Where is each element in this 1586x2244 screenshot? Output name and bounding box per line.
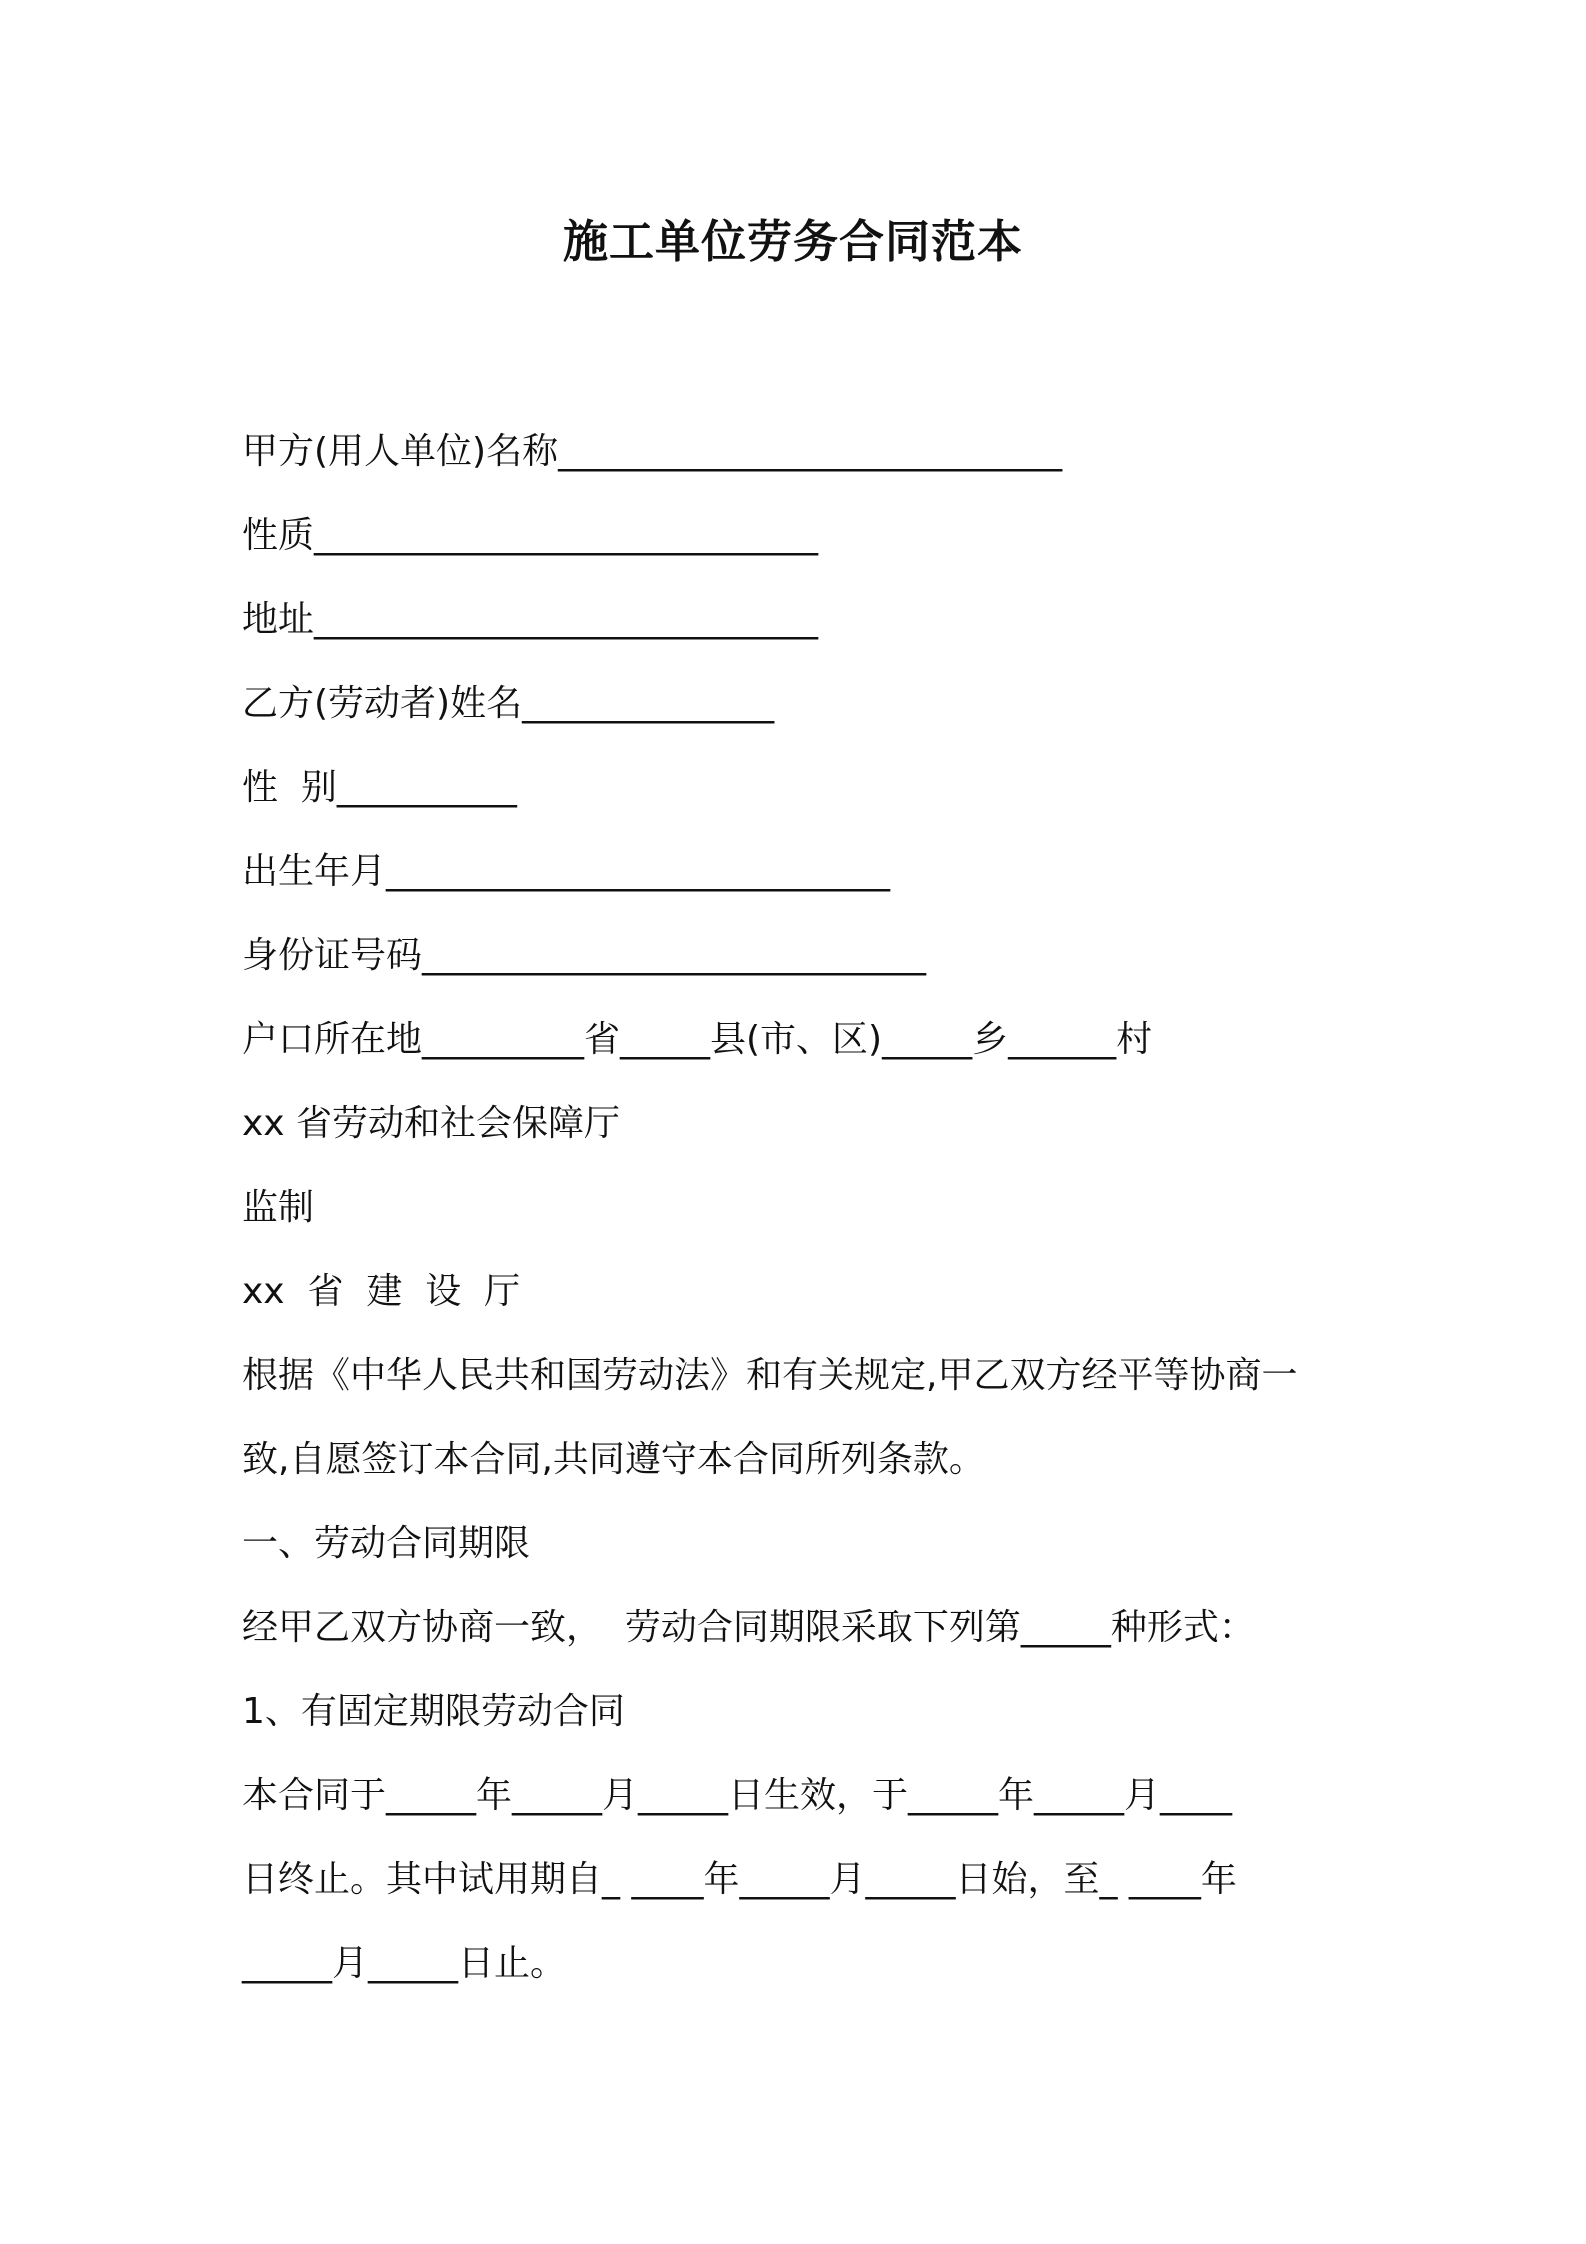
paragraph-line: 日终止。其中试用期自_ ____年_____月_____日始，至_ ____年 xyxy=(242,1859,1237,1900)
construction-department-line: xx 省 建 设 厅 xyxy=(242,1271,521,1312)
subsection-heading: 1、有固定期限劳动合同 xyxy=(242,1691,625,1732)
paragraph-line: _____月_____日止。 xyxy=(242,1943,567,1984)
section-heading: 一、劳动合同期限 xyxy=(242,1523,531,1564)
employer-name-line: 甲方(用人单位)名称____________________________ xyxy=(242,431,1063,472)
labor-department-line: xx 省劳动和社会保障厅 xyxy=(242,1103,621,1144)
employer-nature-line: 性质____________________________ xyxy=(242,515,818,556)
paragraph-line: 致,自愿签订本合同,共同遵守本合同所列条款。 xyxy=(242,1439,985,1480)
id-number-line: 身份证号码____________________________ xyxy=(242,935,927,976)
document-title: 施工单位劳务合同范本 xyxy=(562,215,1023,268)
employer-address-line: 地址____________________________ xyxy=(242,599,818,640)
birth-date-line: 出生年月____________________________ xyxy=(242,851,891,892)
household-registration-line: 户口所在地_________省_____县(市、区)_____乡______村 xyxy=(242,1019,1153,1060)
supervision-line: 监制 xyxy=(242,1187,315,1228)
document-body xyxy=(242,410,1362,2006)
paragraph-line: 经甲乙双方协商一致， 劳动合同期限采取下列第_____种形式： xyxy=(242,1607,1255,1648)
paragraph-line: 根据《中华人民共和国劳动法》和有关规定,甲乙双方经平等协商一 xyxy=(242,1355,1298,1396)
gender-line: 性 别__________ xyxy=(242,767,517,808)
paragraph-line: 本合同于_____年_____月_____日生效，于_____年_____月____ xyxy=(242,1775,1233,1816)
worker-name-line: 乙方(劳动者)姓名______________ xyxy=(242,683,775,724)
